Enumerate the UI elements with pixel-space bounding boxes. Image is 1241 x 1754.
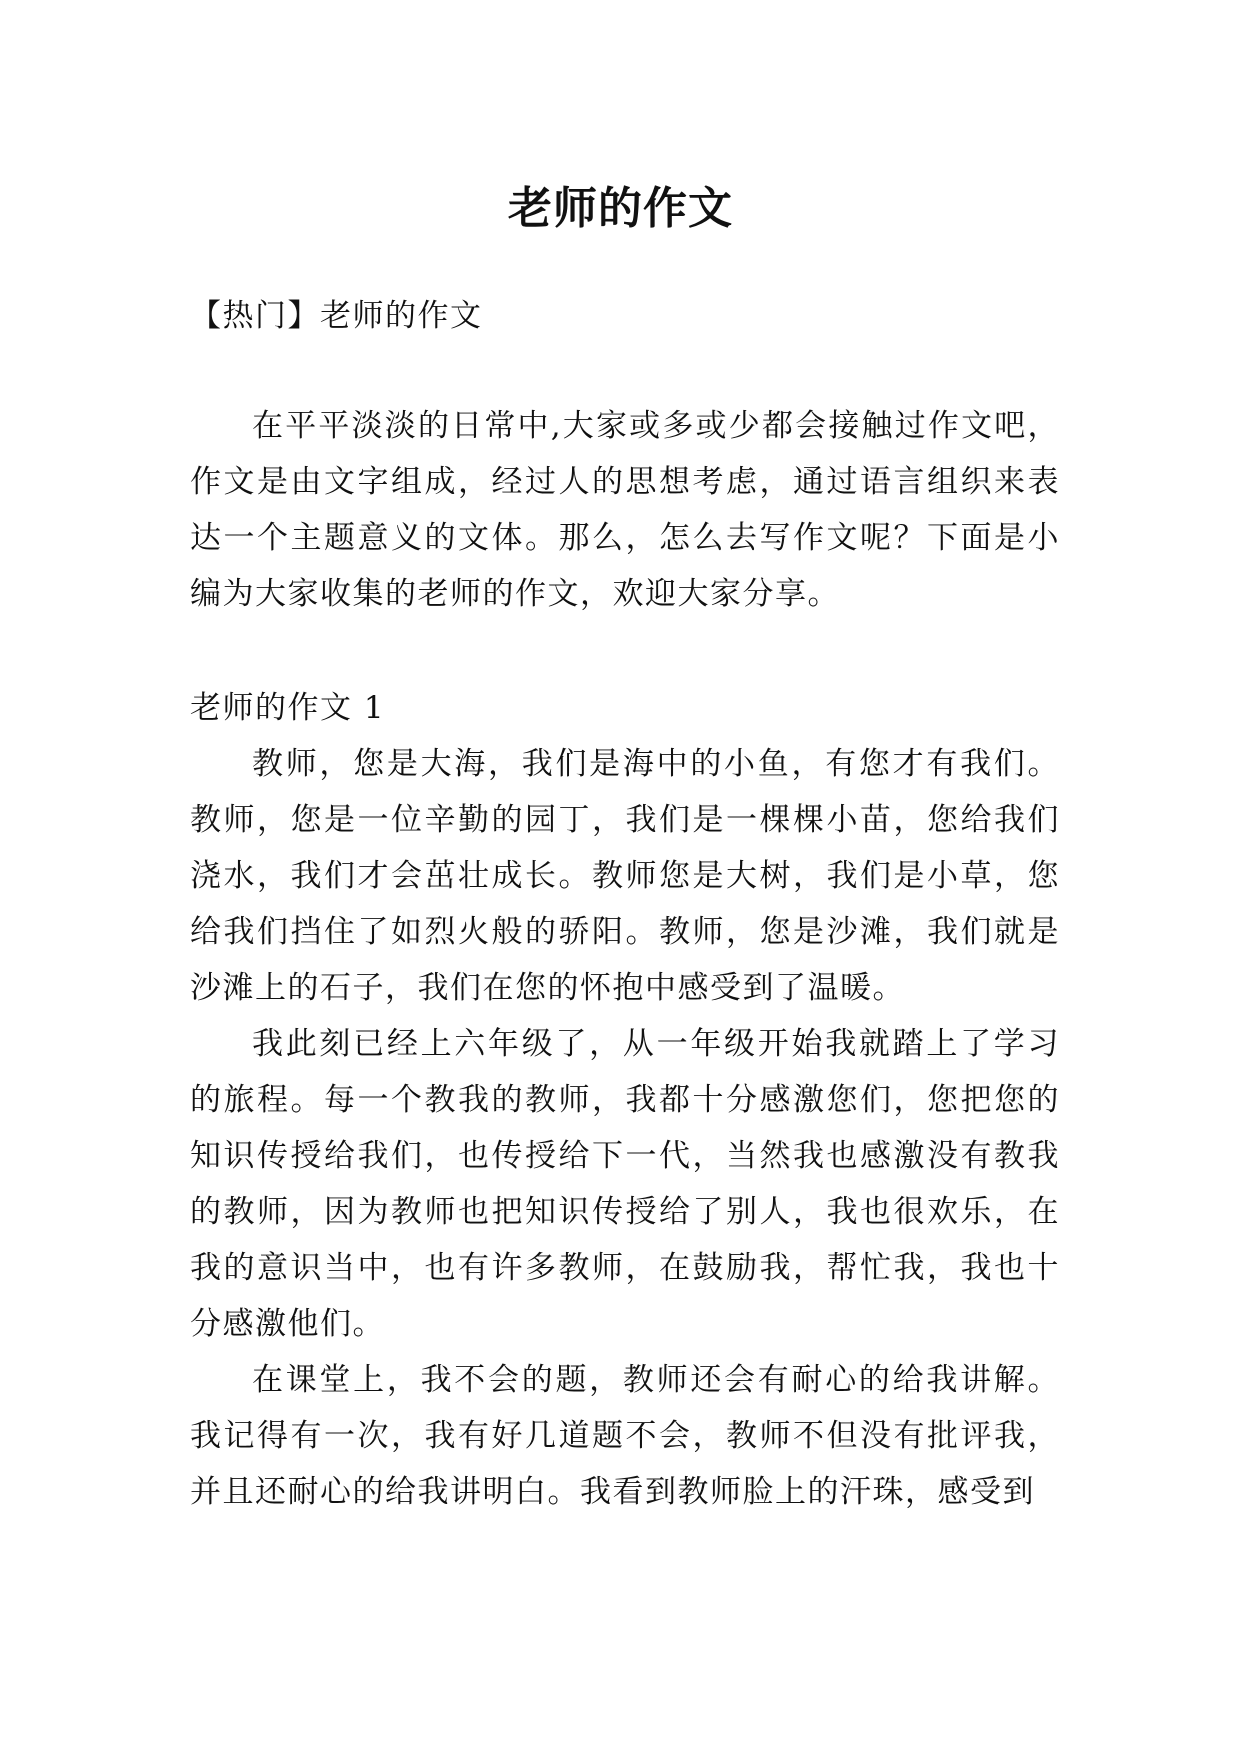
document-subtitle: 【热门】老师的作文 (190, 298, 483, 334)
document-title: 老师的作文 (508, 183, 733, 235)
body-paragraph-1: 教师，您是大海，我们是海中的小鱼，有您才有我们。教师，您是一位辛勤的园丁，我们是一棵棵小苗，您给我们浇水，我们才会茁壮成长。教师您是大树，我们是小草，您给我们挡住了如烈火般的骄阳。教师，您是沙滩，我们就是沙滩上的石子，我们在您的怀抱中感受到了温暖。 (190, 746, 1060, 1006)
document-body (190, 288, 1060, 1520)
body-paragraph-2: 我此刻已经上六年级了，从一年级开始我就踏上了学习的旅程。每一个教我的教师，我都十分感激您们，您把您的知识传授给我们，也传授给下一代，当然我也感激没有教我的教师，因为教师也把知识传授给了别人，我也很欢乐，在我的意识当中，也有许多教师，在鼓励我，帮忙我，我也十分感激他们。 (190, 1026, 1060, 1342)
body-paragraph-3: 在课堂上，我不会的题，教师还会有耐心的给我讲解。我记得有一次，我有好几道题不会，教师不但没有批评我，并且还耐心的给我讲明白。我看到教师脸上的汗珠，感受到 (190, 1362, 1060, 1510)
intro-paragraph: 在平平淡淡的日常中,大家或多或少都会接触过作文吧，作文是由文字组成，经过人的思想考虑，通过语言组织来表达一个主题意义的文体。那么，怎么去写作文呢？下面是小编为大家收集的老师的作文，欢迎大家分享。 (190, 408, 1060, 612)
section-heading: 老师的作文 1 (190, 690, 386, 726)
